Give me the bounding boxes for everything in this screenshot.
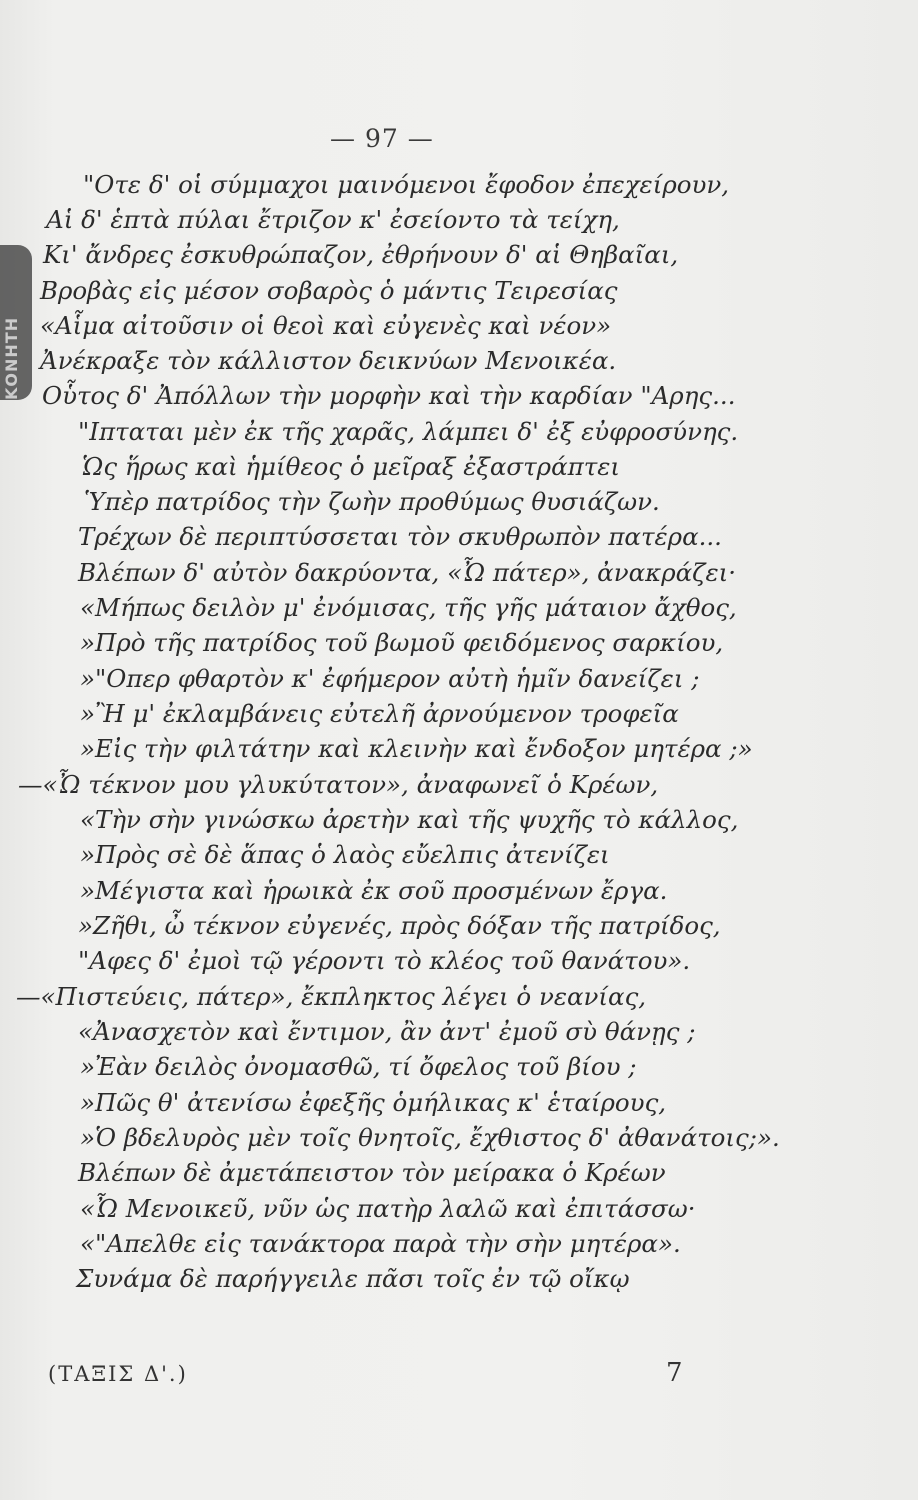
page-number: — 97 — xyxy=(330,124,434,153)
poem-line: "Αφες δ' ἐμοὶ τῷ γέροντι τὸ κλέος τοῦ θανάτου». xyxy=(78,946,691,975)
poem-line: "Οτε δ' οἱ σύμμαχοι μαινόμενοι ἔφοδον ἐπεχείρουν, xyxy=(83,170,730,199)
poem-line: Ὑπὲρ πατρίδος τὴν ζωὴν προθύμως θυσιάζων. xyxy=(84,487,660,516)
poem-line: —«Πιστεύεις, πάτερ», ἔκπληκτος λέγει ὁ νεανίας, xyxy=(16,982,647,1011)
library-stamp-text: ΚΟΝΗΤΗ xyxy=(2,316,21,400)
poem-line: »Ἐὰν δειλὸς ὀνομασθῶ, τί ὄφελος τοῦ βίου ; xyxy=(80,1052,637,1081)
poem-line: Βλέπων δ' αὐτὸν δακρύοντα, «Ὦ πάτερ», ἀνακράζει· xyxy=(78,558,736,587)
poem-line: Ἀνέκραξε τὸν κάλλιστον δεικνύων Μενοικέα. xyxy=(40,346,617,375)
poem-line: Βλέπων δὲ ἀμετάπειστον τὸν μείρακα ὁ Κρέων xyxy=(78,1158,666,1187)
poem-line: «Αἷμα αἰτοῦσιν οἱ θεοὶ καὶ εὐγενὲς καὶ νέον» xyxy=(40,311,612,340)
poem-line: »Πρὸ τῆς πατρίδος τοῦ βωμοῦ φειδόμενος σαρκίου, xyxy=(80,628,724,657)
poem-line: Αἱ δ' ἑπτὰ πύλαι ἔτριζον κ' ἐσείοντο τὰ τείχη, xyxy=(46,205,620,234)
poem-line: Συνάμα δὲ παρήγγειλε πᾶσι τοῖς ἐν τῷ οἴκῳ xyxy=(76,1264,630,1293)
poem-line: Ὡς ἥρως καὶ ἡμίθεος ὁ μεῖραξ ἐξαστράπτει xyxy=(82,452,621,481)
poem-line: »Πρὸς σὲ δὲ ἅπας ὁ λαὸς εὔελπις ἀτενίζει xyxy=(80,840,610,869)
poem-line: Βροβὰς εἰς μέσον σοβαρὸς ὁ μάντις Τειρεσίας xyxy=(40,276,618,305)
poem-line: »Ζῆθι, ὦ τέκνον εὐγενές, πρὸς δόξαν τῆς πατρίδος, xyxy=(78,911,721,940)
poem-line: »Εἰς τὴν φιλτάτην καὶ κλεινὴν καὶ ἔνδοξον μητέρα ;» xyxy=(80,734,753,763)
poem-line: Τρέχων δὲ περιπτύσσεται τὸν σκυθρωπὸν πατέρα... xyxy=(78,522,722,551)
poem-line: »Πῶς θ' ἀτενίσω ἐφεξῆς ὁμήλικας κ' ἑταίρους, xyxy=(80,1088,667,1117)
poem-line: «Ἀνασχετὸν καὶ ἔντιμον, ἂν ἀντ' ἐμοῦ σὺ θάνῃς ; xyxy=(78,1017,696,1046)
poem-line: »Ὁ βδελυρὸς μὲν τοῖς θνητοῖς, ἔχθιστος δ' ἀθανάτοις;». xyxy=(80,1123,780,1152)
poem-line: «Τὴν σὴν γινώσκω ἀρετὴν καὶ τῆς ψυχῆς τὸ κάλλος, xyxy=(80,805,739,834)
poem-line: »Μέγιστα καὶ ἡρωικὰ ἐκ σοῦ προσμένων ἔργα. xyxy=(80,876,668,905)
sheet-number: 7 xyxy=(666,1358,683,1388)
poem-line: —«Ὦ τέκνον μου γλυκύτατον», ἀναφωνεῖ ὁ Κρέων, xyxy=(18,770,659,799)
poem-line: «Μήπως δειλὸν μ' ἐνόμισας, τῆς γῆς μάταιον ἄχθος, xyxy=(80,593,737,622)
poem-line: Οὗτος δ' Ἀπόλλων τὴν μορφὴν καὶ τὴν καρδίαν "Αρης... xyxy=(42,381,736,410)
poem-line: "Ιπταται μὲν ἐκ τῆς χαρᾶς, λάμπει δ' ἐξ εὐφροσύνης. xyxy=(78,417,739,446)
printer-signature: (ΤΑΞΙΣ Δ'.) xyxy=(48,1362,188,1386)
poem-line: «"Απελθε εἰς τανάκτορα παρὰ τὴν σὴν μητέρα». xyxy=(80,1229,681,1258)
poem-line: «Ὦ Μενοικεῦ, νῦν ὡς πατὴρ λαλῶ καὶ ἐπιτάσσω· xyxy=(80,1194,696,1223)
poem-line: »"Οπερ φθαρτὸν κ' ἐφήμερον αὐτὴ ἡμῖν δανείζει ; xyxy=(80,664,700,693)
poem-line: Κι' ἄνδρες ἐσκυθρώπαζον, ἐθρήνουν δ' αἱ Θηβαῖαι, xyxy=(43,240,679,269)
poem-line: »Ἢ μ' ἐκλαμβάνεις εὐτελῆ ἀρνούμενον τροφεῖα xyxy=(80,699,679,728)
